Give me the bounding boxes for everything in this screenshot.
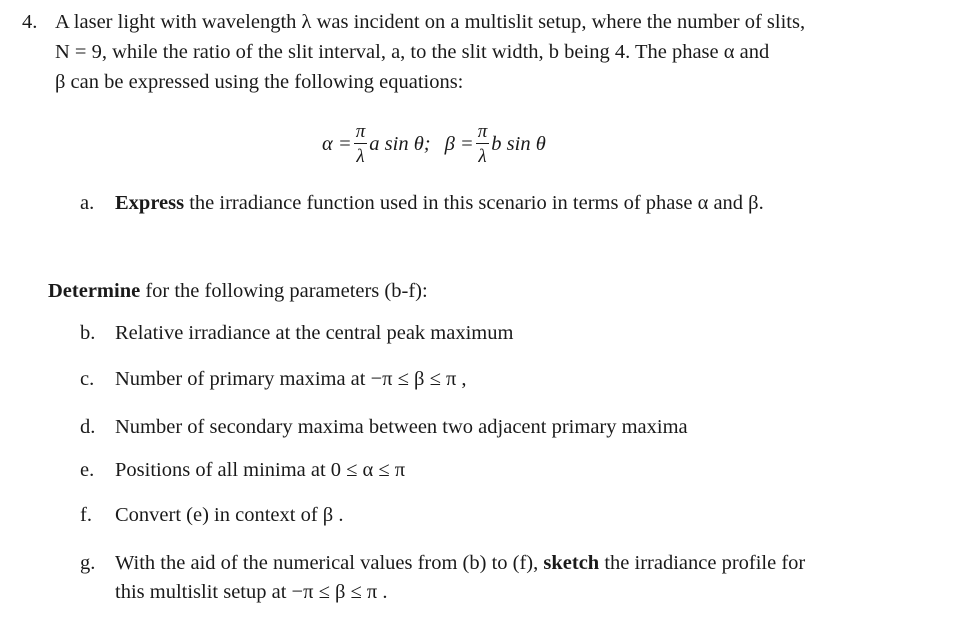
part-d-letter: d. xyxy=(80,416,96,438)
question-line-2: N = 9, while the ratio of the slit interval, a, to the slit width, b being 4. The phase α and xyxy=(55,41,770,63)
beta-fraction xyxy=(476,122,490,166)
alpha-lhs: α = xyxy=(322,132,352,155)
part-g-bold: sketch xyxy=(543,552,600,574)
part-a-bold: Express xyxy=(115,192,185,214)
alpha-fraction xyxy=(354,122,368,166)
alpha-denominator: λ xyxy=(356,146,365,167)
phase-equation xyxy=(322,116,546,172)
question-line-3: β can be expressed using the following equations: xyxy=(55,71,464,93)
beta-lhs: β = xyxy=(444,132,474,155)
part-b-text: Relative irradiance at the central peak maximum xyxy=(115,322,514,344)
question-line-1: A laser light with wavelength λ was incident on a multislit setup, where the number of slits, xyxy=(55,11,806,33)
beta-numerator: π xyxy=(477,121,488,142)
part-e-text: Positions of all minima at 0 ≤ α ≤ π xyxy=(115,459,406,481)
part-b-letter: b. xyxy=(80,322,96,344)
part-a-text xyxy=(115,192,764,215)
beta-denominator: λ xyxy=(478,146,487,167)
part-g-text-2: the irradiance profile for xyxy=(599,552,806,574)
question-number: 4. xyxy=(22,11,38,33)
determine-bold: Determine xyxy=(48,280,141,302)
determine-body: for the following parameters (b-f): xyxy=(140,280,428,302)
part-c-text: Number of primary maxima at −π ≤ β ≤ π , xyxy=(115,368,467,390)
part-a-letter: a. xyxy=(80,192,95,214)
part-d-text: Number of secondary maxima between two adjacent primary maxima xyxy=(115,416,688,438)
alpha-numerator: π xyxy=(355,121,366,142)
alpha-rhs: a sin θ; xyxy=(369,132,431,155)
part-c-letter: c. xyxy=(80,368,95,390)
part-a-body: the irradiance function used in this scenario in terms of phase α and β. xyxy=(184,192,764,214)
part-e-letter: e. xyxy=(80,459,95,481)
part-g-letter: g. xyxy=(80,552,96,574)
part-f-text: Convert (e) in context of β . xyxy=(115,504,344,526)
part-g-text-1: With the aid of the numerical values from (b) to (f), xyxy=(115,552,544,574)
part-g-line-2: this multislit setup at −π ≤ β ≤ π . xyxy=(115,581,388,603)
beta-rhs: b sin θ xyxy=(491,132,546,155)
part-g-line-1 xyxy=(115,552,805,575)
determine-heading xyxy=(48,280,428,303)
part-f-letter: f. xyxy=(80,504,92,526)
